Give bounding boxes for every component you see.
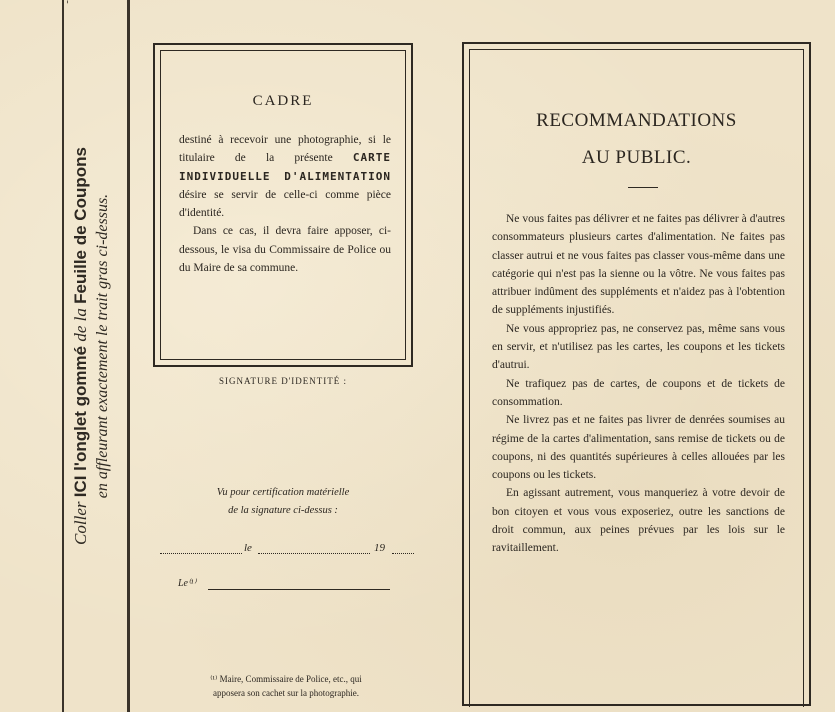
photo-frame <box>153 43 413 367</box>
recommendation-paragraph: Ne vous appropriez pas, ne conservez pas, même sans vous en servir, et n'utilisez pas les cartes, les coupons et les tickets d'autrui. <box>492 322 785 372</box>
official-label: Le⁽¹⁾ <box>178 578 196 589</box>
edge-mark: ' <box>66 0 69 11</box>
stub-border-right <box>127 0 130 712</box>
signature-label: SIGNATURE D'IDENTITÉ : <box>218 376 348 386</box>
footnote-line: ⁽¹⁾ Maire, Commissaire de Police, etc., qui <box>210 674 362 684</box>
photo-frame-title: CADRE <box>252 93 314 109</box>
official-signature-line <box>178 578 398 594</box>
certification-line: de la signature ci-dessus : <box>228 505 338 516</box>
stub-text-bold: Feuille de Coupons <box>71 147 90 304</box>
card-name: CARTE INDIVIDUELLE D'ALIMENTATION <box>179 151 391 183</box>
recommendations-title <box>470 102 803 176</box>
recommendation-paragraph: Ne vous faites pas délivrer et ne faites pas délivrer à d'autres consommateurs plusieurs cartes d'alimentation. Ne faites pas classer autrui et ne vous faites pas classer vous-même dans une catégorie qui n'est pas la sienne ou la vôtre. Ne vous faites pas attribuer indûment des suppléments et n'aidez pas à l'obtention de suppléments injustifiés. <box>492 213 785 317</box>
text-span: désire se servir de celle-ci comme pièce d'identité. <box>179 188 391 220</box>
year-field <box>392 553 414 554</box>
footnote-line: apposera son cachet sur la photographie. <box>213 688 359 698</box>
footnote <box>148 672 424 700</box>
recommendation-paragraph: Ne trafiquez pas de cartes, de coupons et de tickets de consommation. <box>492 377 785 408</box>
place-date-line <box>160 542 415 558</box>
photo-frame-paragraph: Dans ce cas, il devra faire apposer, ci-dessous, le visa du Commissaire de Police ou du Maire de sa commune. <box>179 225 391 275</box>
title-line: RECOMMANDATIONS <box>536 110 737 131</box>
title-rule <box>628 187 658 188</box>
stub-text: de la <box>71 303 90 346</box>
recommendations-box <box>462 42 811 706</box>
place-field <box>160 553 242 554</box>
photo-frame-text <box>179 131 391 277</box>
recommendation-paragraph: Ne livrez pas et ne faites pas livrer de denrées soumises au régime de la cartes d'alimentation, sans remise de tickets ou de coupons, ni des quantités supérieures à celles allouées par les coupons ou les tickets. <box>492 414 785 482</box>
certification-line: Vu pour certification matérielle <box>216 487 350 498</box>
recommendations-inner <box>469 49 804 707</box>
stub-border-left <box>62 0 64 712</box>
text-span: destiné à recevoir une photographie, si le titulaire de la présente <box>179 134 391 165</box>
certification-text <box>153 484 413 520</box>
recommendation-paragraph: En agissant autrement, vous manqueriez à votre devoir de bon citoyen et vous vous exposeriez, outre les sanctions de droit commun, aux peines prévues par les lois sur le ravitaillement. <box>492 487 785 555</box>
photo-frame-inner <box>160 50 406 360</box>
year-label: 19 <box>374 542 385 554</box>
title-line: AU PUBLIC. <box>581 147 692 168</box>
stub-line-2: en affleurant exactement le trait gras ci-dessus. <box>94 193 111 499</box>
le-label: le <box>244 542 252 554</box>
stub-line-1 <box>70 66 92 626</box>
recommendations-text <box>492 210 785 558</box>
stub-text: Coller <box>71 497 90 545</box>
photo-frame-paragraph <box>179 131 391 222</box>
official-signature-field <box>208 589 390 590</box>
date-field <box>258 553 370 554</box>
stub-instructions <box>70 66 114 626</box>
stub-text-bold: ICI l'onglet gommé <box>71 345 90 498</box>
